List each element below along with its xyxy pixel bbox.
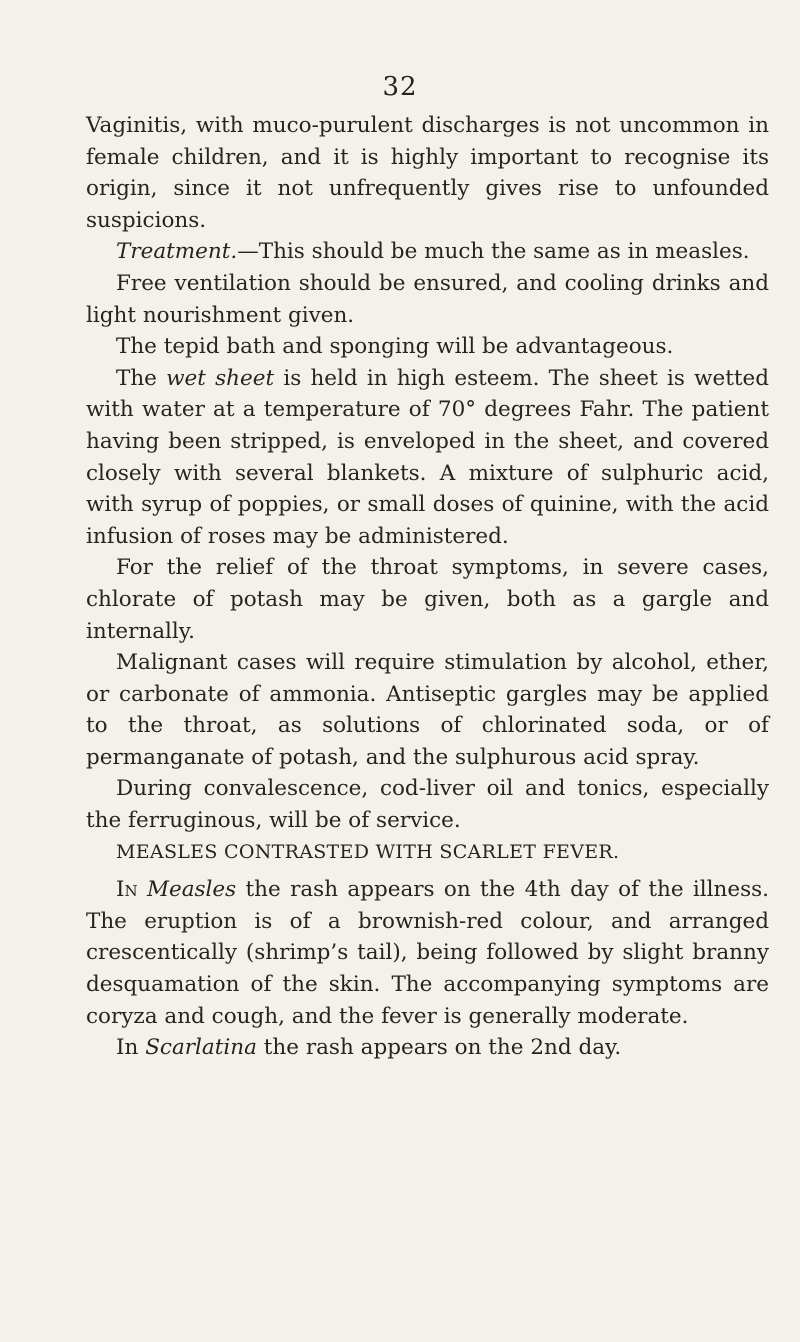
body-text — [86, 110, 769, 1064]
measles-text: the rash appears on the 4th day of the illness. The eruption is of a brownish-red colour, and arranged crescentically (shrimp’s tail), being followed by slight branny desquamation of the skin. The accompanying symptoms are coryza and cough, and the fever is generally moderate. — [86, 877, 769, 1029]
paragraph-vaginitis: Vaginitis, with muco-purulent discharges is not uncommon in female children, and it is highly important to recognise its origin, since it not unfrequently gives rise to unfounded suspicions. — [86, 113, 769, 233]
paragraph-convalescence: During convalescence, cod-liver oil and tonics, especially the ferruginous, will be of service. — [86, 776, 769, 834]
paragraph-scarlatina — [86, 1032, 769, 1064]
paragraph-throat-relief: For the relief of the throat symptoms, in severe cases, chlorate of potash may be given, both as a gargle and internally. — [86, 555, 769, 644]
wet-sheet-term: wet sheet — [166, 365, 275, 391]
scarlatina-start: In — [116, 1035, 146, 1061]
section-heading: MEASLES CONTRASTED WITH SCARLET FEVER. — [116, 840, 620, 863]
treatment-label: Treatment. — [116, 239, 238, 265]
scarlatina-term: Scarlatina — [145, 1035, 257, 1061]
paragraph-treatment — [86, 236, 769, 268]
paragraph-wet-sheet — [86, 363, 769, 553]
paragraph-tepid-bath: The tepid bath and sponging will be advantageous. — [116, 334, 674, 360]
scarlatina-text: the rash appears on the 2nd day. — [256, 1035, 622, 1061]
wet-sheet-text: is held in high esteem. The sheet is wetted with water at a temperature of 70° degrees Fahr. The patient having been stripped, is enveloped in the sheet, and covered closely with several blankets. A mixture of sulphuric acid, with syrup of poppies, or small doses of quinine, with the acid infusion of roses may be administered. — [86, 365, 770, 549]
measles-lead: In — [116, 877, 138, 903]
paragraph-measles — [86, 874, 769, 1032]
measles-term: Measles — [146, 877, 237, 903]
treatment-text: —This should be much the same as in measles. — [237, 239, 750, 265]
wet-sheet-start: The — [116, 365, 167, 391]
paragraph-malignant-cases: Malignant cases will require stimulation by alcohol, ether, or carbonate of ammonia. Antiseptic gargles may be applied to the throat, as solutions of chlorinated soda, or of permanganate of potash, and the sulphurous acid spray. — [86, 650, 769, 770]
page-number: 32 — [382, 72, 418, 102]
paragraph-ventilation: Free ventilation should be ensured, and cooling drinks and light nourishment given. — [86, 270, 769, 328]
